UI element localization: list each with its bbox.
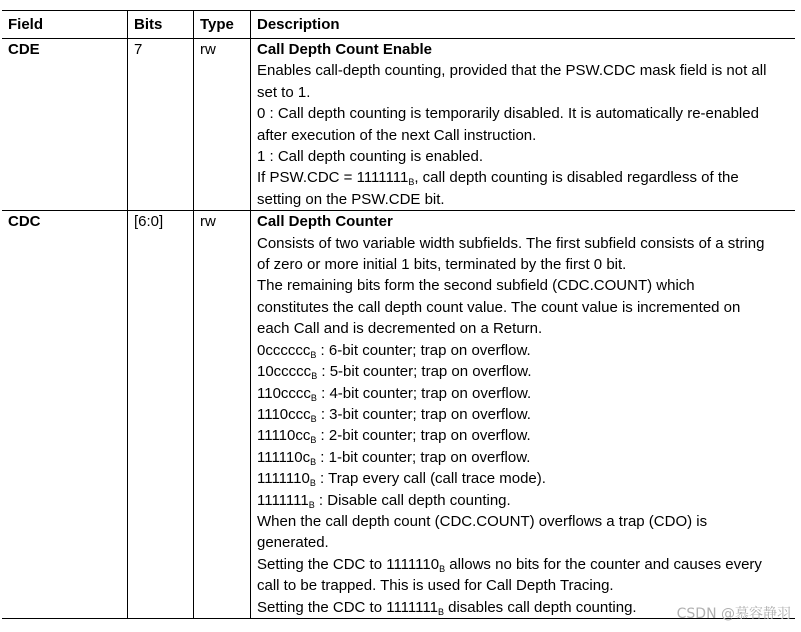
description-text: 110cccc — [257, 384, 311, 402]
description-text: 1111111 — [257, 491, 309, 509]
description-line — [257, 511, 795, 532]
field-name: CDC — [2, 211, 128, 619]
description-lines — [257, 233, 795, 618]
table-header-row — [2, 11, 795, 39]
description-text-after: : Disable call depth counting. — [314, 491, 511, 509]
description-text-after: : 2-bit counter; trap on overflow. — [316, 427, 531, 445]
watermark: CSDN @慕容静羽 — [676, 606, 791, 622]
description-line — [257, 554, 795, 575]
description-text: after execution of the next Call instruction. — [257, 126, 537, 144]
table-row-cde — [2, 39, 795, 211]
description-text: Setting the CDC to 1111110 — [257, 555, 440, 573]
description-text: 0cccccc — [257, 341, 311, 359]
description-text: 11110cc — [257, 427, 311, 445]
description-line — [257, 490, 795, 511]
base-subscript: B — [310, 349, 317, 360]
description-line — [257, 425, 795, 446]
description-line — [257, 404, 795, 425]
description-line — [257, 575, 795, 596]
header-description: Description — [257, 16, 340, 33]
description-line — [257, 532, 795, 553]
description-text-after: : 5-bit counter; trap on overflow. — [317, 363, 532, 381]
description-title: Call Depth Count Enable — [257, 41, 433, 58]
description-text: 0 : Call depth counting is temporarily disabled. It is automatically re-enabled — [257, 105, 759, 123]
header-bits: Bits — [128, 11, 194, 39]
description-text: When the call depth count (CDC.COUNT) overflows a trap (CDO) is — [257, 512, 708, 530]
field-type: rw — [194, 39, 251, 211]
description-text: 10ccccc — [257, 363, 312, 381]
description-text: constitutes the call depth count value. The count value is incremented on — [257, 298, 741, 316]
description-text-after: : 3-bit counter; trap on overflow. — [316, 405, 531, 423]
description-line — [257, 468, 795, 489]
description-line — [257, 318, 795, 339]
description-line — [257, 82, 795, 103]
description-line — [257, 125, 795, 146]
description-line — [257, 233, 795, 254]
description-text: setting on the PSW.CDE bit. — [257, 190, 445, 208]
description-text: generated. — [257, 534, 329, 552]
description-text: If PSW.CDC = 1111111 — [257, 169, 409, 187]
description-text: Enables call-depth counting, provided that the PSW.CDC mask field is not all — [257, 62, 767, 80]
header-field: Field — [2, 11, 128, 39]
base-subscript: B — [408, 177, 415, 188]
base-subscript: B — [311, 371, 318, 382]
field-description — [251, 39, 796, 211]
base-subscript: B — [439, 563, 446, 574]
description-text-after: : 6-bit counter; trap on overflow. — [316, 341, 531, 359]
description-line — [257, 340, 795, 361]
base-subscript: B — [309, 478, 316, 489]
description-text-after: : 4-bit counter; trap on overflow. — [316, 384, 532, 402]
description-text-after: allows no bits for the counter and causes every — [445, 555, 762, 573]
field-bits: 7 — [128, 39, 194, 211]
description-text-after: disables call depth counting. — [443, 598, 637, 616]
description-line — [257, 275, 795, 296]
description-line — [257, 447, 795, 468]
base-subscript: B — [310, 392, 317, 403]
description-title: Call Depth Counter — [257, 213, 393, 231]
field-description — [251, 211, 796, 619]
description-text: Setting the CDC to 1111111 — [257, 598, 438, 616]
description-text: each Call and is decremented on a Return. — [257, 320, 543, 338]
description-line — [257, 383, 795, 404]
description-text: 1 : Call depth counting is enabled. — [257, 148, 483, 166]
description-line — [257, 146, 795, 167]
base-subscript: B — [437, 606, 444, 617]
description-text-after: : 1-bit counter; trap on overflow. — [316, 448, 531, 466]
description-line — [257, 167, 795, 188]
description-text: set to 1. — [257, 83, 311, 101]
base-subscript: B — [310, 435, 317, 446]
description-text: 1111110 — [257, 470, 310, 488]
description-text: 1110ccc — [257, 405, 311, 423]
header-type: Type — [194, 11, 251, 39]
table-row-cdc — [2, 211, 795, 619]
description-lines — [257, 60, 795, 210]
description-line — [257, 189, 795, 210]
field-name: CDE — [2, 39, 128, 211]
field-bits: [6:0] — [128, 211, 194, 619]
description-line — [257, 297, 795, 318]
description-text: The remaining bits form the second subfield (CDC.COUNT) which — [257, 277, 695, 295]
base-subscript: B — [310, 413, 317, 424]
base-subscript: B — [308, 499, 315, 510]
description-text-after: : Trap every call (call trace mode). — [315, 470, 546, 488]
description-text: of zero or more initial 1 bits, terminated by the first 0 bit. — [257, 256, 627, 274]
description-text: 111110c — [257, 448, 311, 466]
field-type: rw — [194, 211, 251, 619]
description-text: call to be trapped. This is used for Call Depth Tracing. — [257, 577, 614, 595]
description-text-after: , call depth counting is disabled regardless of the — [414, 169, 739, 187]
base-subscript: B — [310, 456, 317, 467]
register-field-table — [2, 10, 795, 619]
description-line — [257, 254, 795, 275]
description-line — [257, 103, 795, 124]
description-line — [257, 60, 795, 81]
description-text: Consists of two variable width subfields. The first subfield consists of a string — [257, 234, 765, 252]
description-line — [257, 361, 795, 382]
